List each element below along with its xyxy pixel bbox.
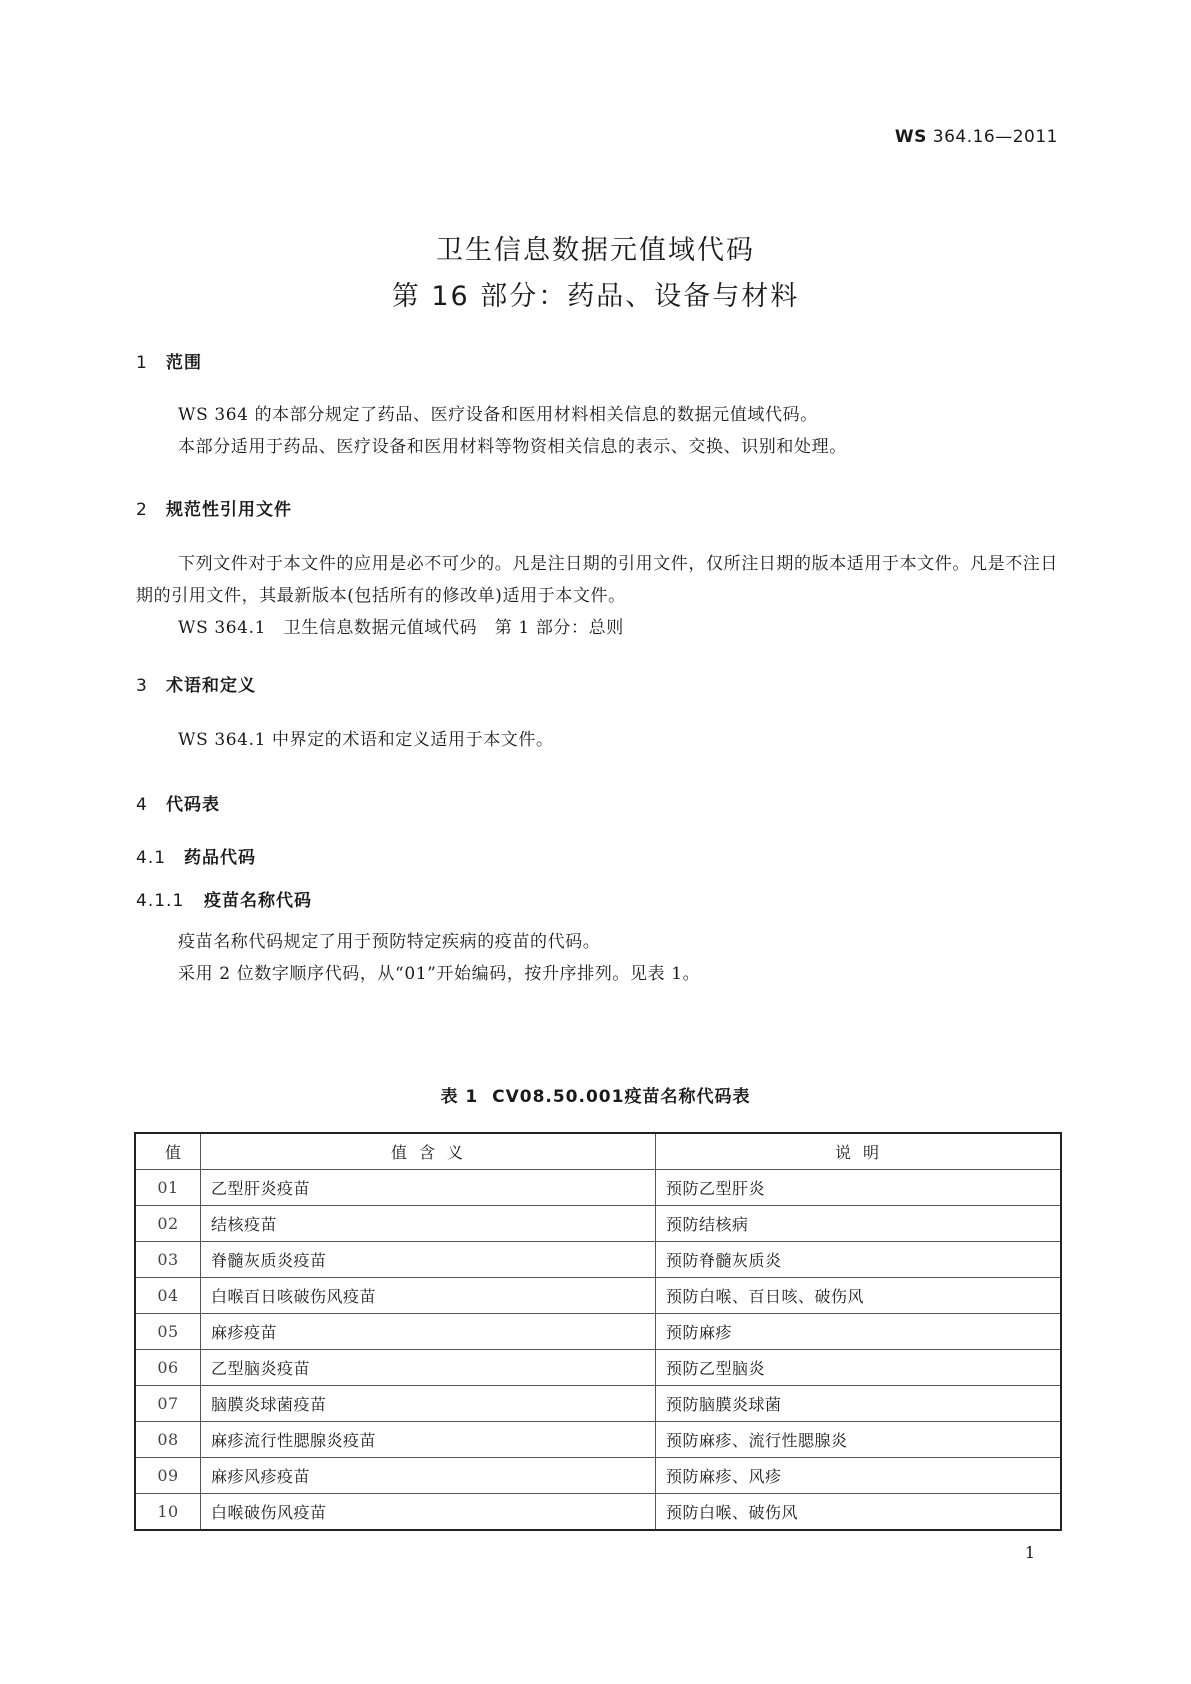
header-value: 值 [135, 1133, 201, 1170]
paragraph: 疫苗名称代码规定了用于预防特定疾病的疫苗的代码。 [178, 932, 601, 952]
cell-value: 05 [135, 1314, 201, 1350]
table-row [135, 1278, 1061, 1314]
table-title: 疫苗名称代码表 [624, 1087, 751, 1107]
cell-description: 预防麻疹、流行性腮腺炎 [656, 1422, 1062, 1458]
table-row [135, 1314, 1061, 1350]
cell-meaning: 麻疹风疹疫苗 [201, 1458, 656, 1494]
paragraph: WS 364 的本部分规定了药品、医疗设备和医用材料相关信息的数据元值域代码。 [178, 405, 818, 425]
table-row [135, 1170, 1061, 1206]
section-1-heading [136, 348, 202, 373]
section-4-1-heading [136, 843, 256, 868]
cell-description: 预防脊髓灰质炎 [656, 1242, 1062, 1278]
cell-description: 预防白喉、百日咳、破伤风 [656, 1278, 1062, 1314]
cell-description: 预防麻疹、风疹 [656, 1458, 1062, 1494]
section-number: 1 [136, 353, 148, 373]
standard-code [895, 127, 1058, 147]
section-number: 2 [136, 500, 148, 520]
cell-description: 预防结核病 [656, 1206, 1062, 1242]
section-4-1-1-heading [136, 886, 312, 911]
header-meaning: 值含义 [201, 1133, 656, 1170]
cell-value: 08 [135, 1422, 201, 1458]
section-title: 代码表 [166, 795, 220, 815]
table-row [135, 1422, 1061, 1458]
table-row [135, 1350, 1061, 1386]
paragraph: 本部分适用于药品、医疗设备和医用材料等物资相关信息的表示、交换、识别和处理。 [178, 437, 847, 457]
table-label: 表 1 [440, 1087, 479, 1107]
table-row [135, 1242, 1061, 1278]
section-number: 4.1 [136, 848, 167, 868]
section-3-heading [136, 671, 256, 696]
section-title: 药品代码 [184, 848, 256, 868]
standard-prefix: WS [894, 127, 927, 147]
document-subtitle: 第 16 部分：药品、设备与材料 [391, 281, 800, 312]
cell-value: 01 [135, 1170, 201, 1206]
cell-value: 07 [135, 1386, 201, 1422]
section-title: 疫苗名称代码 [204, 891, 312, 911]
section-number: 4 [136, 795, 148, 815]
header-description: 说明 [656, 1133, 1062, 1170]
cell-description: 预防麻疹 [656, 1314, 1062, 1350]
cell-description: 预防乙型肝炎 [656, 1170, 1062, 1206]
vaccine-code-table [134, 1132, 1062, 1531]
cell-meaning: 白喉破伤风疫苗 [201, 1494, 656, 1531]
table-row [135, 1494, 1061, 1531]
cell-meaning: 脑膜炎球菌疫苗 [201, 1386, 656, 1422]
cell-meaning: 麻疹疫苗 [201, 1314, 656, 1350]
document-title: 卫生信息数据元值域代码 [436, 235, 755, 266]
table-row [135, 1458, 1061, 1494]
section-title: 范围 [166, 353, 202, 373]
cell-meaning: 麻疹流行性腮腺炎疫苗 [201, 1422, 656, 1458]
section-number: 4.1.1 [136, 891, 185, 911]
section-2-heading [136, 495, 292, 520]
table-caption [0, 1082, 1191, 1107]
section-4-heading [136, 790, 220, 815]
paragraph: 下列文件对于本文件的应用是必不可少的。凡是注日期的引用文件，仅所注日期的版本适用于本文件。凡是不注日期的引用文件，其最新版本(包括所有的修改单)适用于本文件。 [136, 554, 1058, 606]
table-header-row [135, 1133, 1061, 1170]
section-number: 3 [136, 676, 148, 696]
cell-meaning: 乙型肝炎疫苗 [201, 1170, 656, 1206]
cell-description: 预防乙型脑炎 [656, 1350, 1062, 1386]
table-code: CV08.50.001 [492, 1087, 625, 1107]
paragraph: 采用 2 位数字顺序代码，从“01”开始编码，按升序排列。见表 1。 [178, 964, 701, 984]
cell-meaning: 乙型脑炎疫苗 [201, 1350, 656, 1386]
cell-description: 预防白喉、破伤风 [656, 1494, 1062, 1531]
table-body [135, 1170, 1061, 1531]
cell-description: 预防脑膜炎球菌 [656, 1386, 1062, 1422]
table-row [135, 1206, 1061, 1242]
cell-value: 06 [135, 1350, 201, 1386]
normative-reference: WS 364.1 卫生信息数据元值域代码 第 1 部分：总则 [178, 618, 624, 638]
cell-value: 10 [135, 1494, 201, 1531]
cell-value: 04 [135, 1278, 201, 1314]
section-title: 规范性引用文件 [166, 500, 292, 520]
cell-meaning: 脊髓灰质炎疫苗 [201, 1242, 656, 1278]
cell-meaning: 结核疫苗 [201, 1206, 656, 1242]
cell-value: 02 [135, 1206, 201, 1242]
cell-value: 03 [135, 1242, 201, 1278]
page-number: 1 [1024, 1543, 1035, 1562]
cell-value: 09 [135, 1458, 201, 1494]
standard-number: 364.16—2011 [932, 127, 1058, 147]
paragraph: WS 364.1 中界定的术语和定义适用于本文件。 [178, 730, 554, 750]
cell-meaning: 白喉百日咳破伤风疫苗 [201, 1278, 656, 1314]
table-row [135, 1386, 1061, 1422]
section-title: 术语和定义 [166, 676, 256, 696]
